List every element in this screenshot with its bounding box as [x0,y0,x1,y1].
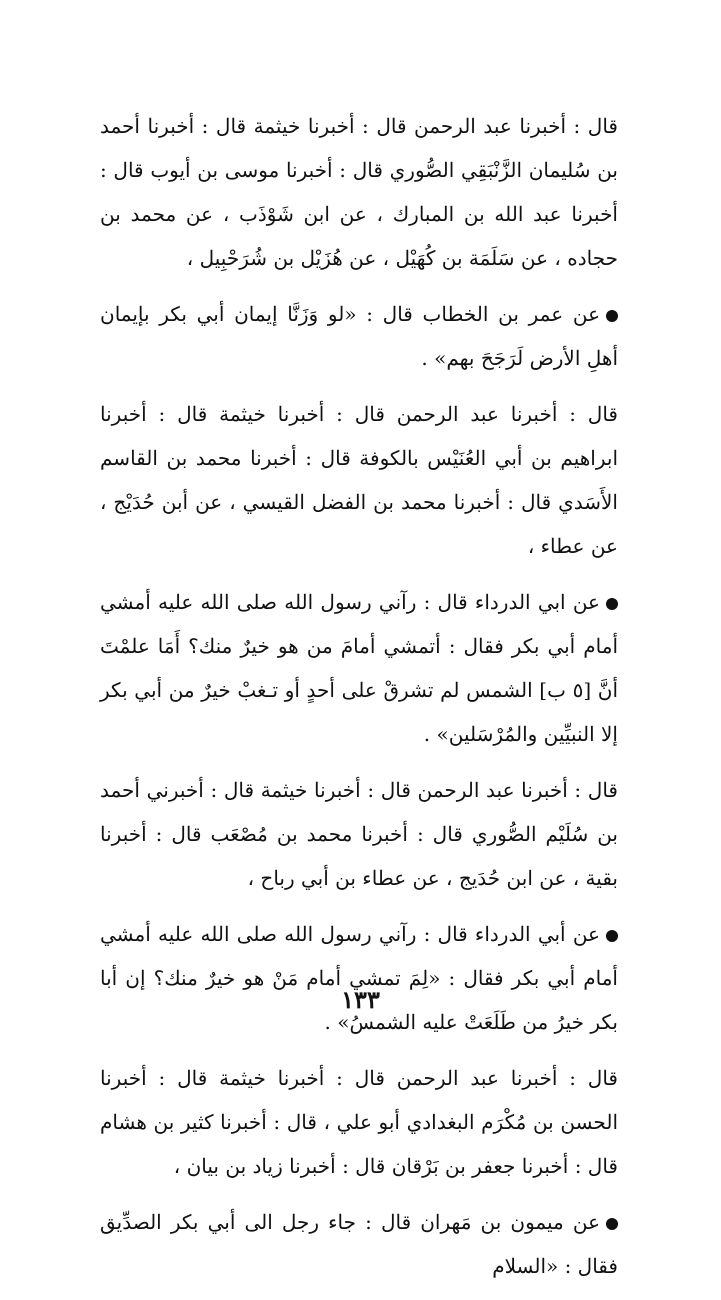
hadith-paragraph-4 [100,1200,618,1288]
hadith-paragraph-1 [100,292,618,380]
page-number: ١٣٣ [341,985,380,1014]
hadith-paragraph-2 [100,580,618,756]
isnad-paragraph-4 [100,1056,618,1188]
hadith-paragraph-3 [100,912,618,1044]
bullet-icon [606,310,618,322]
hadith-text: عن ميمون بن مَهران قال : جاء رجل الى أبي بكر الصدِّيق فقال : «السلام [100,1210,618,1278]
hadith-text: عن ابي الدرداء قال : رآني رسول الله صلى الله عليه أمشي أمام أبي بكر فقال : أتمشي أمامَ من هو خيرٌ منك؟ أَمَا علمْتَ أنَّ [٥ ب] الشمس لم تشرقْ على أحدٍ أو تـغبْ خيرٌ من أبي بكر إلا النبيِّين والمُرْسَلين» . [100,590,619,746]
isnad-paragraph-2 [100,392,618,568]
hadith-text: عن عمر بن الخطاب قال : «لو وَزَنَّا إيمان أبي بكر بإيمان أهلِ الأرض لَرَجَحَ بهم» . [100,302,618,370]
bullet-icon [606,930,618,942]
isnad-text: قال : أخبرنا عبد الرحمن قال : أخبرنا خيثمة قال : أخبرنا أحمد بن سُليمان الزَّنْبَقِي الصُّوري قال : أخبرنا موسى بن أيوب قال : أخبرنا عبد الله بن المبارك ، عن ابن شَوْذَب ، عن محمد بن حجاده ، عن سَلَمَة بن كُهَيْل ، عن هُزَيْل بن شُرَحْبِيل ، [100,114,618,270]
bullet-icon [606,1218,618,1230]
isnad-text: قال : أخبرنا عبد الرحمن قال : أخبرنا خيثمة قال : أخبرني أحمد بن سُلَيْم الصُّوري قال : أخبرنا محمد بن مُصْعَب قال : أخبرنا بقية ، عن ابن حُدَيج ، عن عطاء بن أبي رباح ، [100,778,618,890]
hadith-text: عن أبي الدرداء قال : رآني رسول الله صلى الله عليه أمشي أمام أبي بكر فقال : «لِمَ تمشي أمام مَنْ هو خيرٌ منك؟ إن أبا بكر خيرُ من طَلَعَتْ عليه الشمسُ» . [100,922,618,1034]
isnad-text: قال : أخبرنا عبد الرحمن قال : أخبرنا خيثمة قال : أخبرنا ابراهيم بن أبي العُنَيْس بالكوفة قال : أخبرنا محمد بن القاسم الأَسَدي قال : أخبرنا محمد بن الفضل القيسي ، عن أبن حُدَيْج ، عن عطاء ، [100,402,618,558]
bullet-icon [606,598,618,610]
isnad-paragraph-1 [100,104,618,280]
main-text [100,104,618,1300]
isnad-paragraph-3 [100,768,618,900]
isnad-text: قال : أخبرنا عبد الرحمن قال : أخبرنا خيثمة قال : أخبرنا الحسن بن مُكْرَم البغدادي أبو علي ، قال : أخبرنا كثير بن هشام قال : أخبرنا جعفر بن بَرْقان قال : أخبرنا زياد بن بيان ، [100,1066,618,1178]
